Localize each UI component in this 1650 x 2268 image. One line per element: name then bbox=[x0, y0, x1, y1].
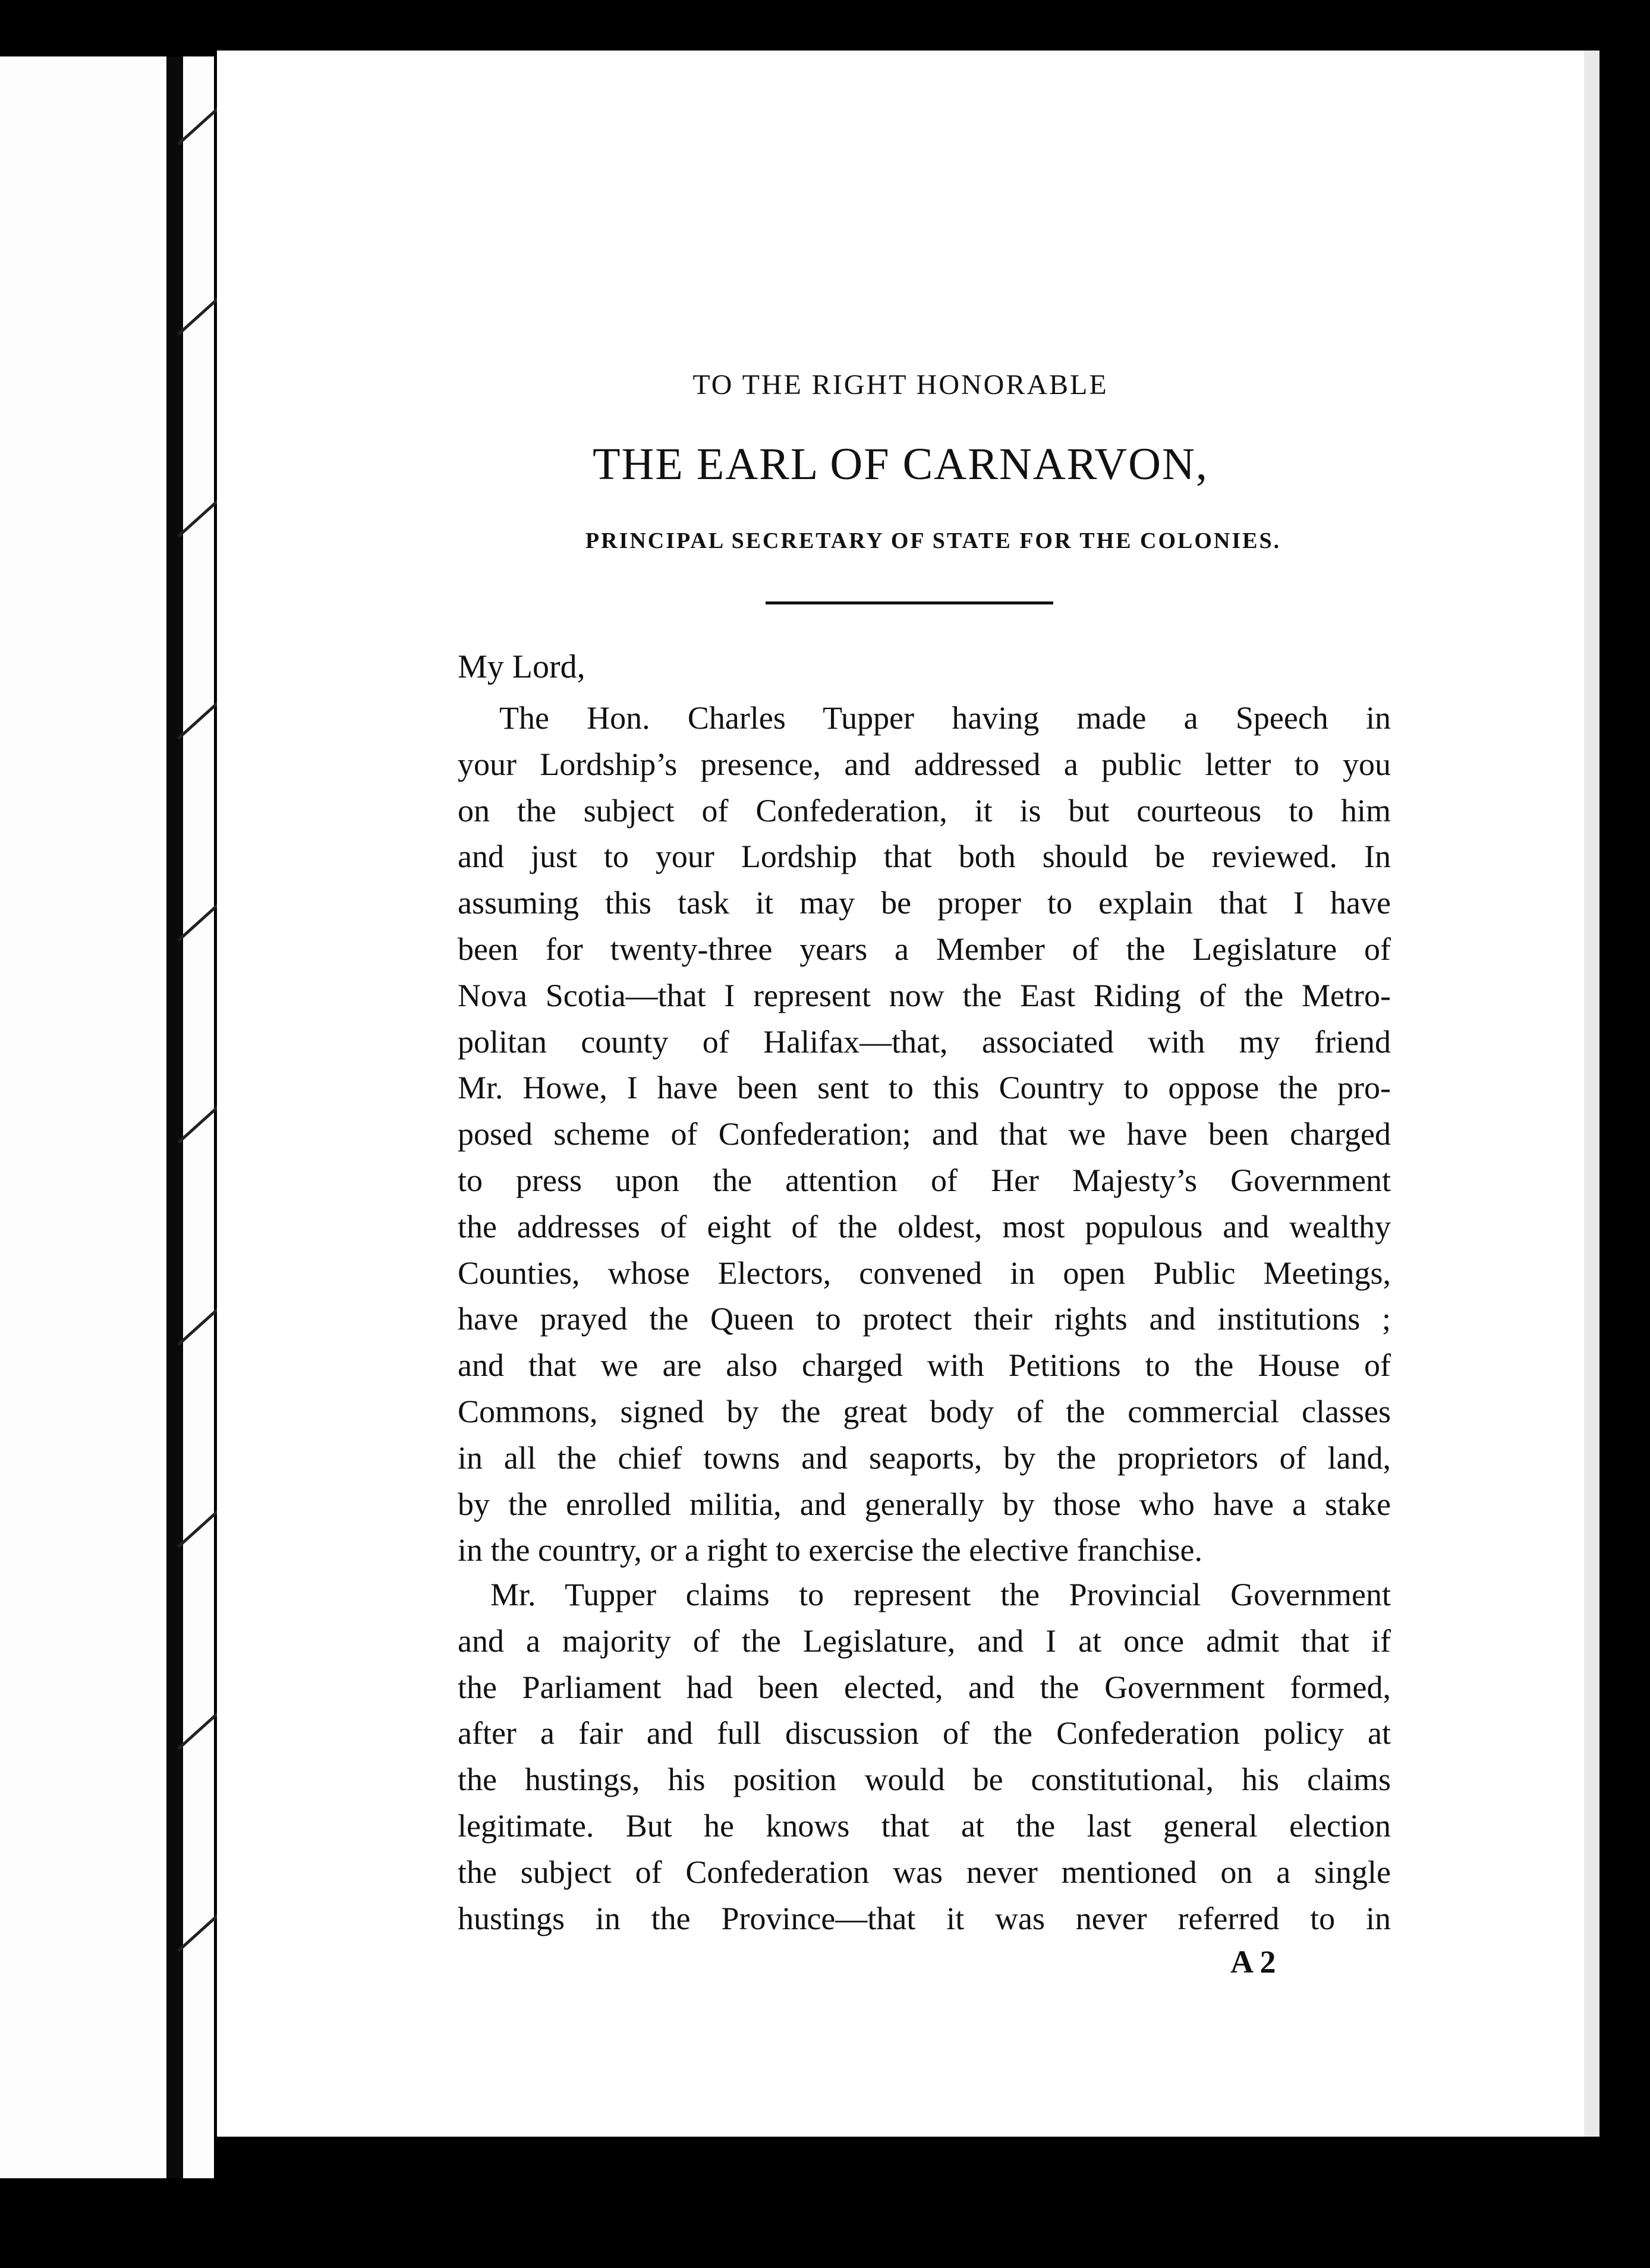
text-line: by the enrolled militia, and generally by those who have a stake bbox=[458, 1486, 1391, 1522]
text-line: politan county of Halifax—that, associated with my friend bbox=[458, 1023, 1391, 1060]
text-line: the Parliament had been elected, and the Government formed, bbox=[458, 1669, 1391, 1705]
text-line: and a majority of the Legislature, and I at once admit that if bbox=[458, 1623, 1391, 1659]
book-binding bbox=[166, 56, 183, 2178]
paragraph-1 bbox=[458, 695, 1391, 1574]
text-line: your Lordship’s presence, and addressed a public letter to you bbox=[458, 746, 1391, 782]
text-line: have prayed the Queen to protect their rights and institutions ; bbox=[458, 1301, 1391, 1337]
text-line: The Hon. Charles Tupper having made a Speech in bbox=[499, 700, 1391, 736]
text-line: Counties, whose Electors, convened in open Public Meetings, bbox=[458, 1255, 1391, 1291]
text-line: the subject of Confederation was never mentioned on a single bbox=[458, 1854, 1391, 1890]
text-line: hustings in the Province—that it was never referred to in bbox=[458, 1900, 1391, 1936]
divider-rule bbox=[766, 601, 1053, 604]
text-line: the addresses of eight of the oldest, most populous and wealthy bbox=[458, 1208, 1391, 1245]
text-line: and that we are also charged with Petitions to the House of bbox=[458, 1347, 1391, 1384]
text-line: the hustings, his position would be constitutional, his claims bbox=[458, 1762, 1391, 1798]
text-line: in all the chief towns and seaports, by the proprietors of land, bbox=[458, 1439, 1391, 1476]
text-line: Nova Scotia—that I represent now the East Riding of the Metro- bbox=[458, 977, 1391, 1013]
addressee-title: THE EARL OF CARNARVON, bbox=[593, 439, 1208, 489]
text-line: been for twenty-three years a Member of the Legislature of bbox=[458, 931, 1391, 967]
office-subtitle: PRINCIPAL SECRETARY OF STATE FOR THE COLONIES. bbox=[585, 528, 1281, 553]
salutation: My Lord, bbox=[458, 648, 585, 685]
paragraph-2 bbox=[458, 1572, 1391, 1942]
text-line: Mr. Tupper claims to represent the Provincial Government bbox=[490, 1577, 1391, 1612]
text-line: after a fair and full discussion of the Confederation policy at bbox=[458, 1715, 1391, 1752]
text-line: in the country, or a right to exercise the elective franchise. bbox=[458, 1532, 1202, 1568]
text-line: and just to your Lordship that both should be reviewed. In bbox=[458, 839, 1391, 875]
page-edge bbox=[1584, 51, 1599, 2137]
text-line: Commons, signed by the great body of the commercial classes bbox=[458, 1393, 1391, 1429]
text-line: to press upon the attention of Her Majesty’s Government bbox=[458, 1162, 1391, 1198]
signature-mark: A 2 bbox=[1230, 1944, 1276, 1980]
text-line: legitimate. But he knows that at the last general election bbox=[458, 1807, 1391, 1844]
text-line: Mr. Howe, I have been sent to this Country to oppose the pro- bbox=[458, 1070, 1391, 1106]
text-line: posed scheme of Confederation; and that we have been charged bbox=[458, 1116, 1391, 1152]
dedication-line: TO THE RIGHT HONORABLE bbox=[692, 369, 1109, 401]
text-line: assuming this task it may be proper to explain that I have bbox=[458, 885, 1391, 921]
text-line: on the subject of Confederation, it is but courteous to him bbox=[458, 792, 1391, 829]
